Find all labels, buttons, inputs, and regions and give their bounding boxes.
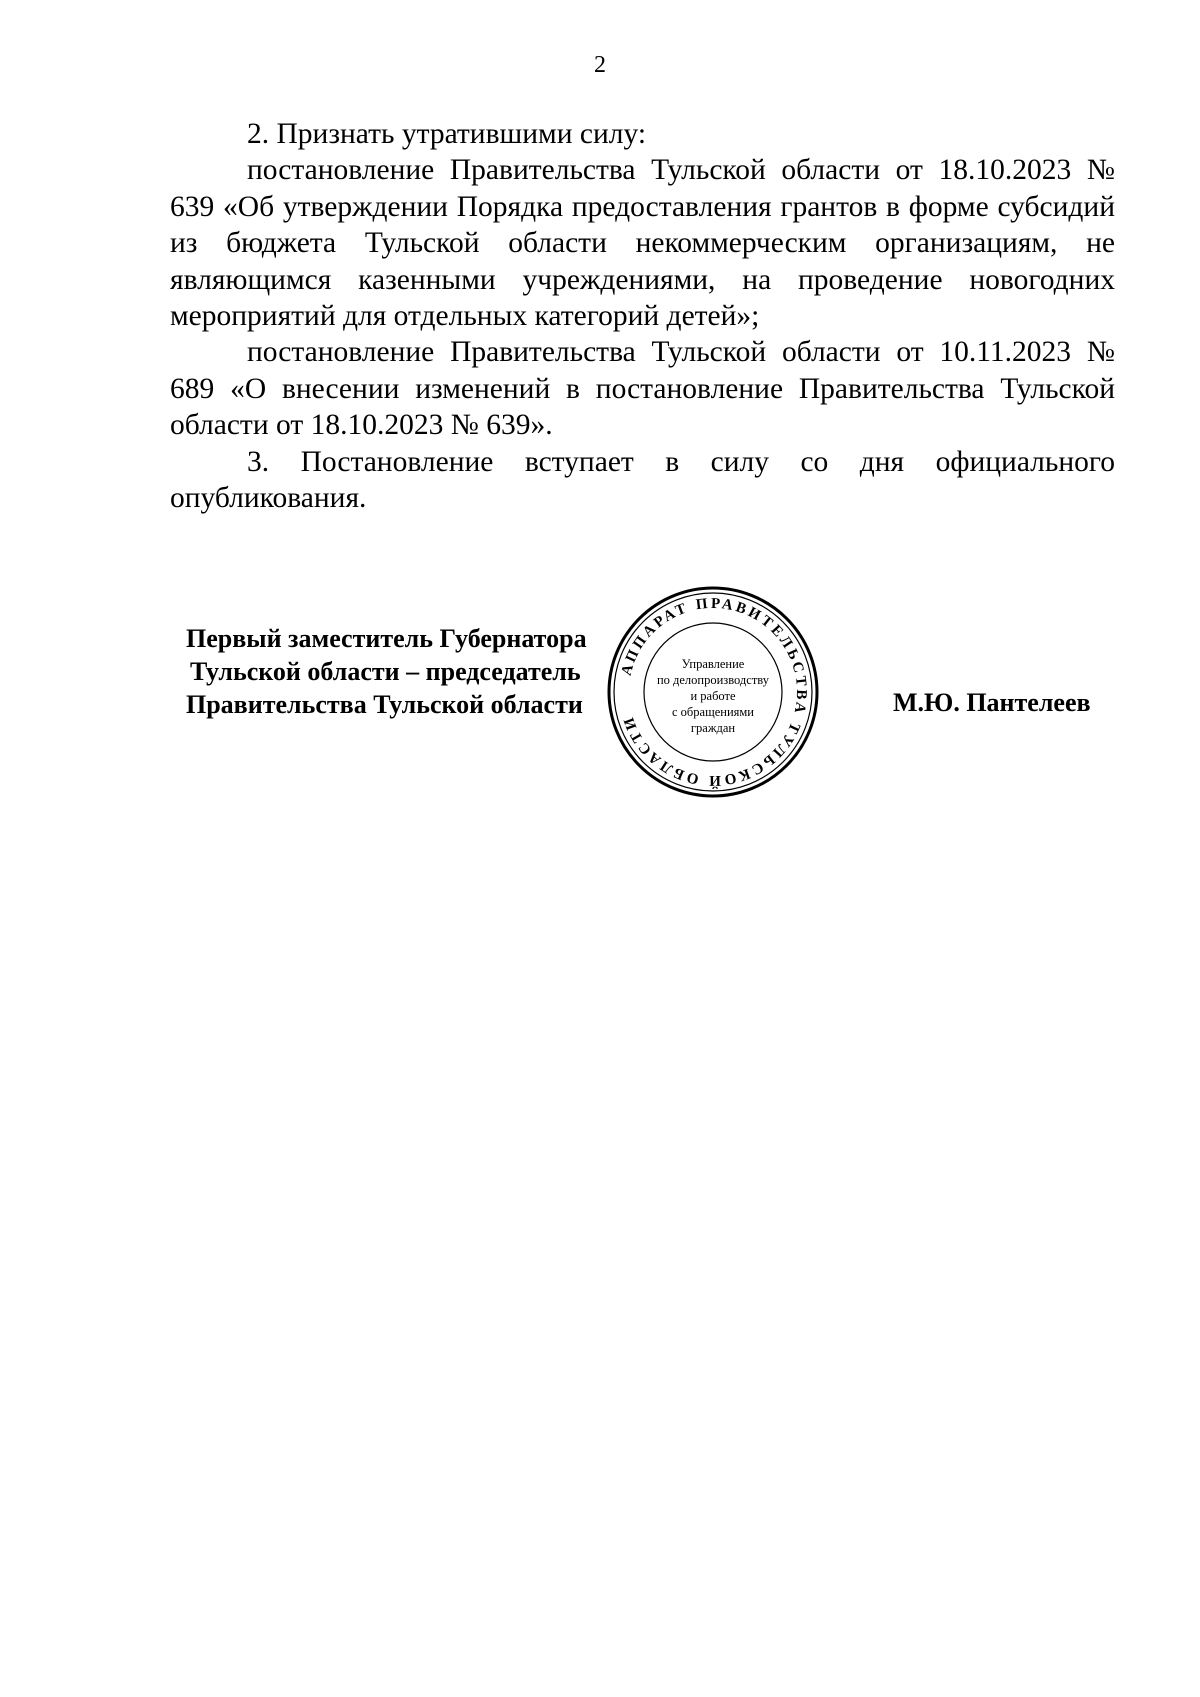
page-number: 2 [594,52,606,78]
seal-center-line: и работе [690,689,736,703]
signatory-position-line: Правительства Тульской области [186,690,583,719]
paragraph-repealed-639: постановление Правительства Тульской области от 18.10.2023 № 639 «Об утверждении Порядка предоставления грантов в форме субсидий из бюджета Тульской области некоммерческим организациям, не являющимся казенными учреждениями, на проведение новогодних мероприятий для отдельных категорий детей»; [170,154,1115,333]
signatory-name: М.Ю. Пантелеев [893,688,1091,717]
document-body [170,116,1115,516]
signatory-position [186,622,587,721]
seal-center-line: граждан [690,721,736,735]
seal-center-line: Управление [681,657,745,671]
seal-ring-text: АППАРАТ ПРАВИТЕЛЬСТВА ТУЛЬСКОЙ ОБЛАСТИ [618,595,810,789]
seal-center-line: по делопроизводству [656,673,770,687]
paragraph-repealed-689: постановление Правительства Тульской области от 10.11.2023 № 689 «О внесении изменений в постановление Правительства Тульской области от 18.10.2023 № 639». [170,336,1115,442]
seal-center-line: с обращениями [672,705,754,719]
paragraph-2-heading: 2. Признать утратившими силу: [247,118,647,150]
official-seal [603,582,823,802]
signatory-position-line: Тульской области – председатель [190,657,581,686]
signatory-position-line: Первый заместитель Губернатора [186,624,587,653]
paragraph-3-entry-into-force: 3. Постановление вступает в силу со дня официального опубликования. [170,445,1115,515]
